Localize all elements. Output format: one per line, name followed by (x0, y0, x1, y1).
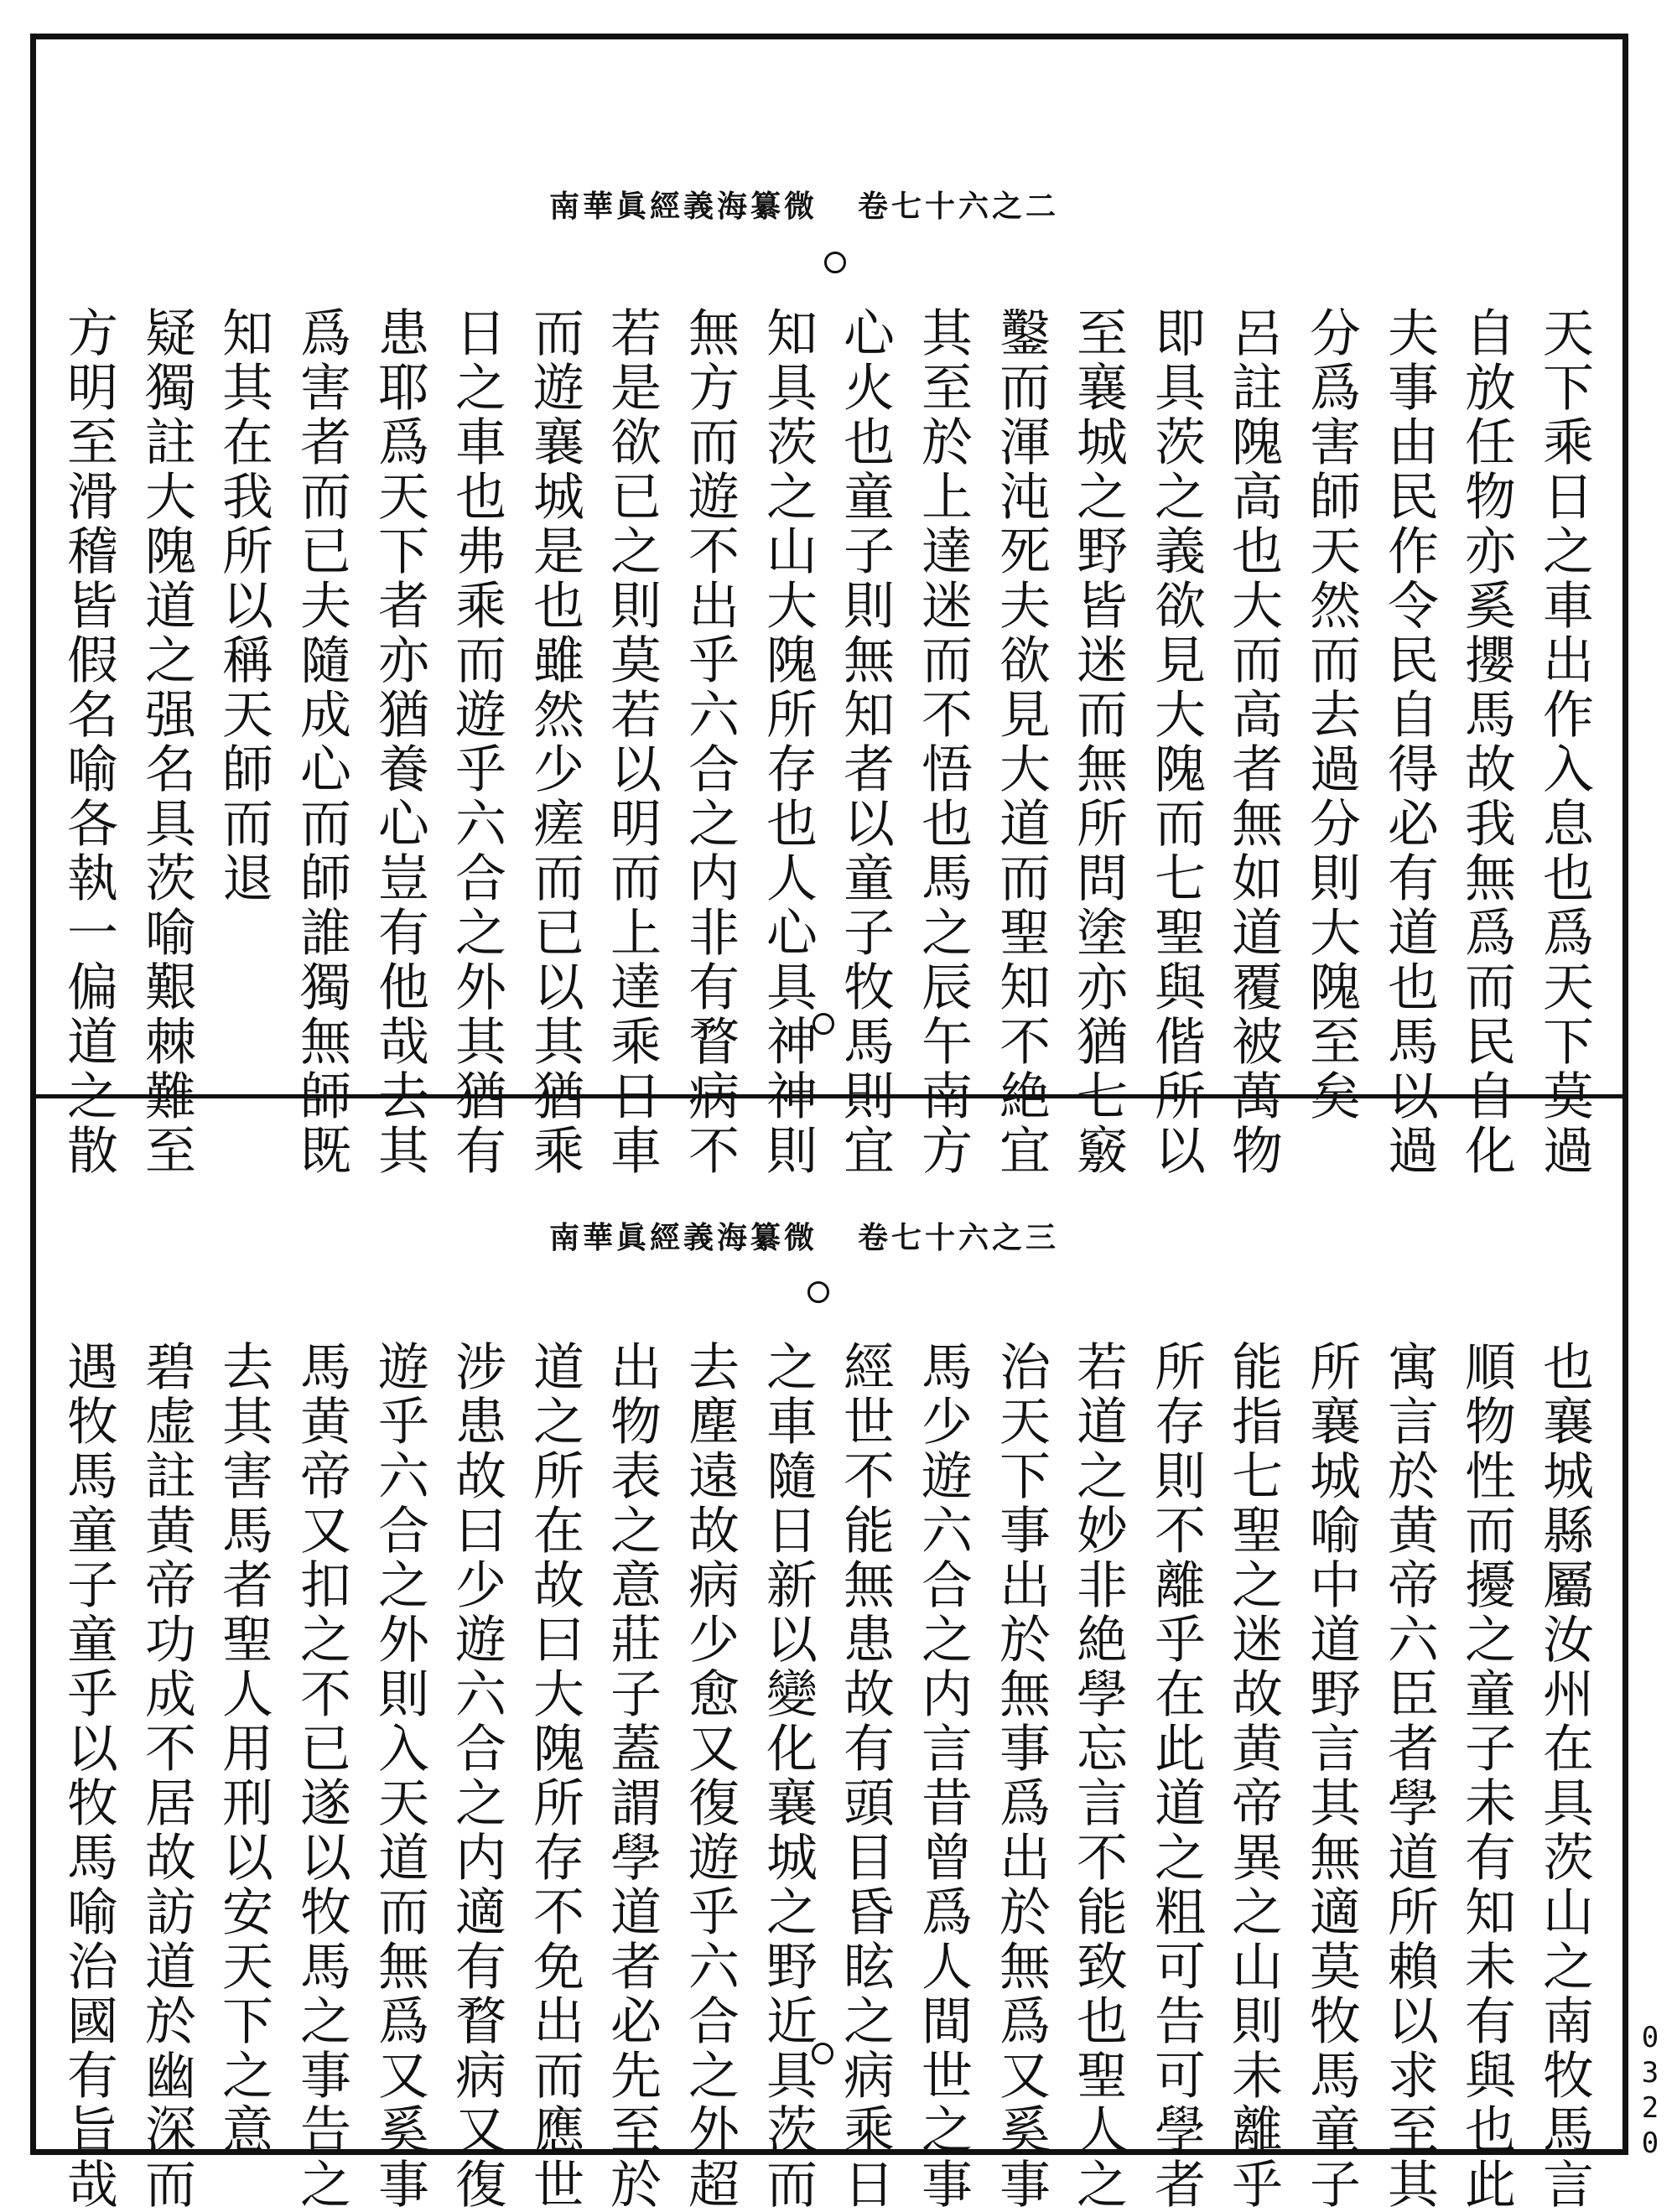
text-column: 知其在我所以稱天師而退 (214, 306, 273, 906)
top-header-volume: 卷七十六之二 (858, 189, 1060, 224)
top-page-header (549, 183, 1059, 226)
text-column: 鑿而渾沌死夫欲見大道而聖知不絶宜 (991, 306, 1051, 1178)
text-column: 馬少遊六合之内言昔曾爲人間世之事 (913, 1340, 973, 2212)
text-column: 分爲害師天然而去過分則大隗至矣 (1301, 306, 1361, 1124)
text-column: 涉患故曰少遊六合之内適有瞀病又復 (447, 1340, 506, 2212)
text-column: 天下乘日之車出作入息也爲天下莫過 (1534, 306, 1594, 1178)
text-column: 心火也童子則無知者以童子牧馬則宜 (835, 306, 895, 1178)
top-header-title: 南華眞經義海纂微 (549, 189, 818, 224)
text-column: 順物性而擾之童子未有知未有與也此 (1456, 1340, 1516, 2212)
text-column: 患耶爲天下者亦猶養心豈有他哉去其 (370, 306, 429, 1178)
text-column: 遊乎六合之外則入天道而無爲又奚事 (370, 1340, 429, 2212)
text-column: 夫事由民作令民自得必有道也馬以過 (1379, 306, 1439, 1178)
text-column: 之車隨日新以變化襄城之野近具茨而 (758, 1340, 818, 2212)
text-column: 出物表之意莊子蓋謂學道者必先至於 (602, 1340, 662, 2212)
text-column: 所存則不離乎在此道之粗可告可學者 (1146, 1340, 1206, 2212)
text-column: 若是欲已之則莫若以明而上達乘日車 (602, 306, 662, 1178)
text-column: 方明至滑稽皆假名喻各執一偏道之散 (59, 306, 118, 1178)
text-column: 其至於上達迷而不悟也馬之辰午南方 (913, 306, 973, 1178)
circle-marker (824, 252, 846, 273)
text-column: 自放任物亦奚攖馬故我無爲而民自化 (1456, 306, 1516, 1178)
text-column: 寓言於黄帝六臣者學道所賴以求至其 (1379, 1340, 1439, 2212)
text-column: 治天下事出於無事爲出於無爲又奚事 (991, 1340, 1051, 2212)
text-column: 道之所在故曰大隗所存不免出而應世 (525, 1340, 584, 2212)
text-column: 馬黄帝又扣之不已遂以牧馬之事告之 (292, 1340, 351, 2212)
bottom-header-title: 南華眞經義海纂微 (549, 1220, 818, 1255)
text-column: 能指七聖之迷故黄帝異之山則未離乎 (1223, 1340, 1283, 2212)
text-column: 至襄城之野皆迷而無所問塗亦猶七竅 (1068, 306, 1128, 1178)
page-number: 0320 (1633, 2021, 1667, 2162)
text-column: 呂註隗高也大而高者無如道覆被萬物 (1223, 306, 1283, 1178)
text-column: 去塵遠故病少愈又復遊乎六合之外超 (680, 1340, 740, 2212)
text-column: 爲害者而已夫隨成心而師誰獨無師既 (292, 306, 351, 1178)
text-column: 碧虚註黄帝功成不居故訪道於幽深而 (137, 1340, 196, 2212)
text-column: 經世不能無患故有頭目昏眩之病乘日 (835, 1340, 895, 2212)
text-column: 去其害馬者聖人用刑以安天下之意 (214, 1340, 273, 2157)
bottom-page-header (549, 1214, 1059, 1257)
text-column: 遇牧馬童子童乎以牧馬喻治國有旨哉 (59, 1340, 118, 2212)
text-column: 疑獨註大隗道之强名具茨喻艱棘難至 (137, 306, 196, 1178)
bottom-header-volume: 卷七十六之三 (858, 1220, 1060, 1255)
text-column: 也襄城縣屬汝州在具茨山之南牧馬言 (1534, 1340, 1594, 2212)
text-column: 即具茨之義欲見大隗而七聖與偕所以 (1146, 306, 1206, 1178)
text-column: 所襄城喻中道野言其無適莫牧馬童子 (1301, 1340, 1361, 2212)
text-column: 知具茨之山大隗所存也人心具神神則 (758, 306, 818, 1178)
text-column: 若道之妙非絶學忘言不能致也聖人之 (1068, 1340, 1128, 2212)
circle-marker (807, 1281, 829, 1303)
text-column: 而遊襄城是也雖然少瘥而已以其猶乘 (525, 306, 584, 1178)
text-column: 無方而遊不出乎六合之内非有瞀病不 (680, 306, 740, 1178)
text-column: 日之車也弗乘而遊乎六合之外其猶有 (447, 306, 506, 1178)
